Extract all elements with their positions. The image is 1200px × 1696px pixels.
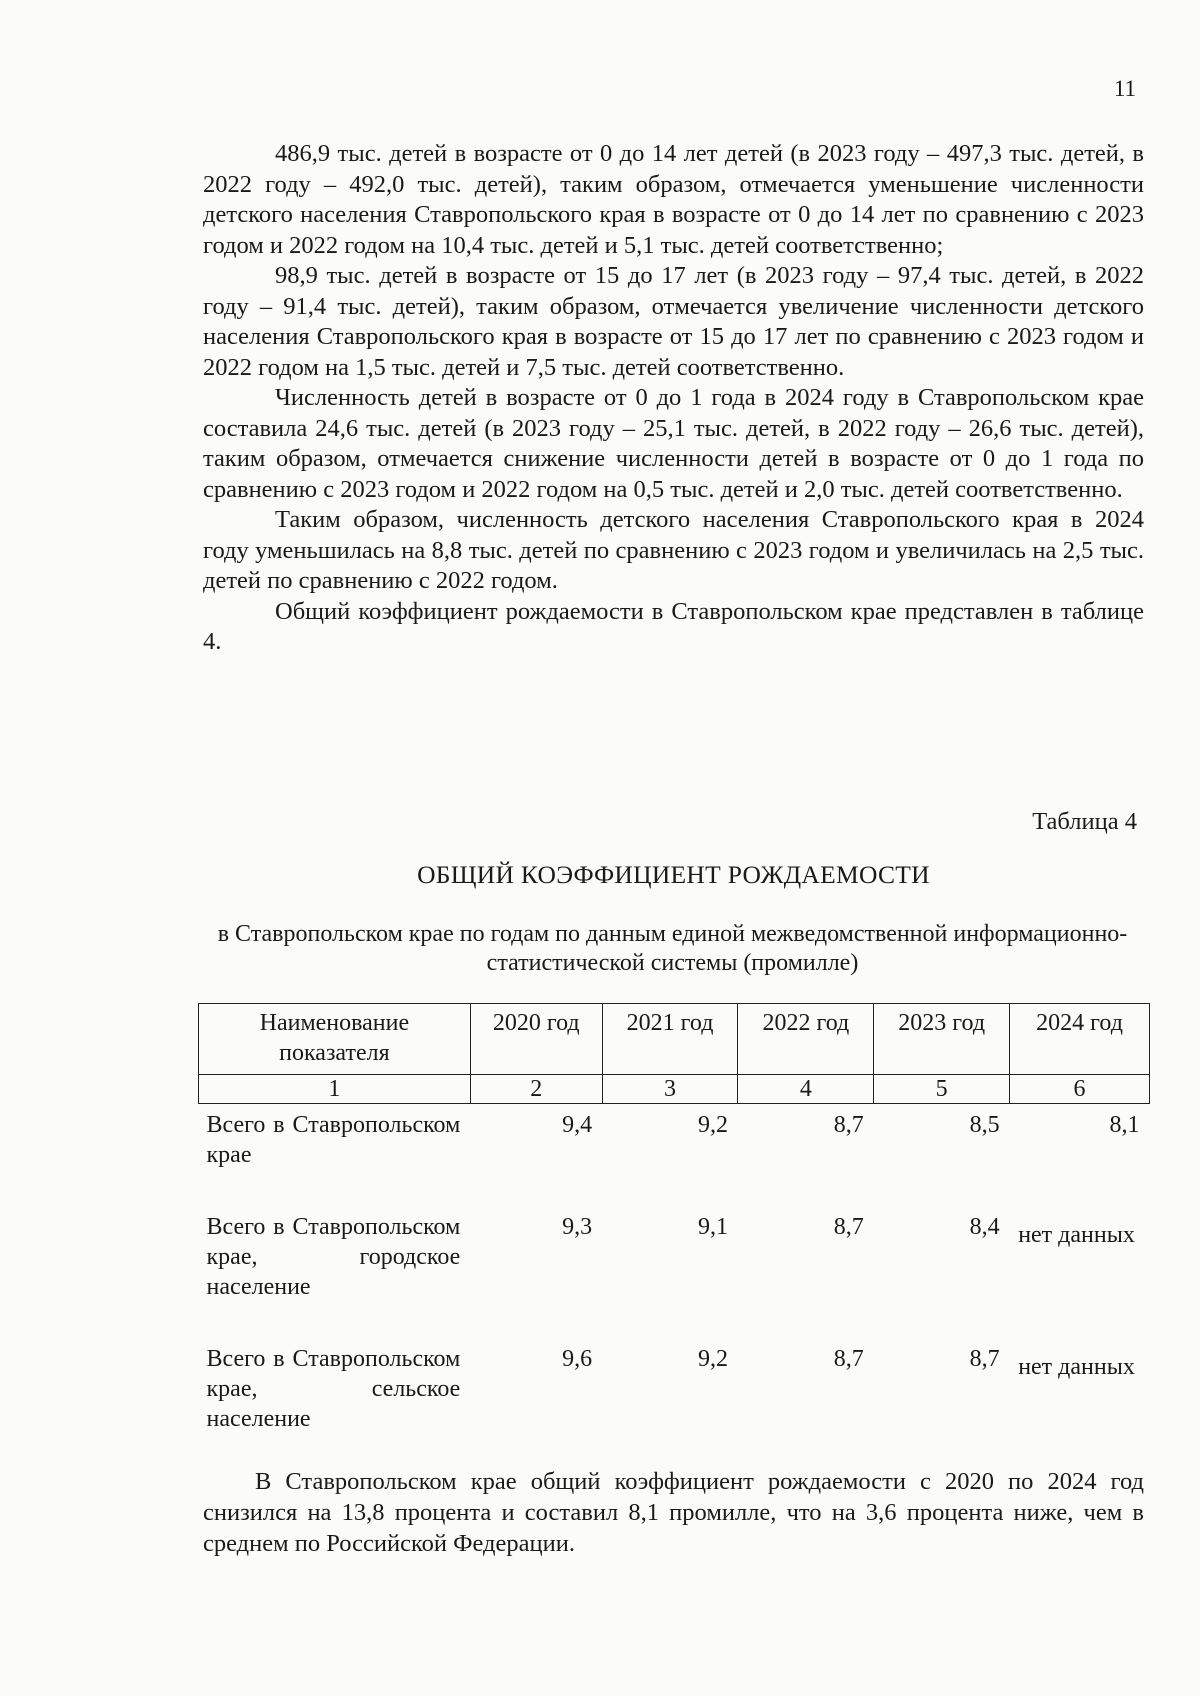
body-text <box>203 139 1144 658</box>
header-year-2021: 2021 год <box>602 1004 738 1075</box>
header-year-2022: 2022 год <box>738 1004 874 1075</box>
table-header-row <box>199 1004 1150 1075</box>
cell-value: 9,2 <box>697 1112 728 1138</box>
birth-rate-table <box>198 1003 1150 1470</box>
column-number: 1 <box>199 1075 471 1104</box>
paragraph-birth-rate-conclusion: В Ставропольском крае общий коэффициент рождаемости с 2020 по 2024 год снизился на 13,8 процента и составил 8,1 промилле, что на 3,6 процента ниже, чем в среднем по Российской Федерации. <box>203 1468 1144 1557</box>
column-number: 5 <box>874 1075 1010 1104</box>
cell-value: 9,6 <box>562 1346 593 1372</box>
table-label: Таблица 4 <box>1032 808 1137 835</box>
cell-value: 8,5 <box>969 1112 1000 1138</box>
row-indicator: Всего в Ставропольском крае, сельское население <box>206 1346 461 1432</box>
paragraph-children-15-17: 98,9 тыс. детей в возрасте от 15 до 17 лет (в 2023 году – 97,4 тыс. детей, в 2022 году – 91,4 тыс. детей), таким образом, отмечается увеличение численности детского населения Ставропольского края в возрасте от 15 до 17 лет по сравнению с 2023 годом и 2022 годом на 1,5 тыс. детей и 7,5 тыс. детей соответственно. <box>203 262 1144 381</box>
cell-value: нет данных <box>1018 1354 1135 1380</box>
row-indicator: Всего в Ставропольском крае, городское население <box>206 1214 461 1300</box>
paragraph-children-0-14: 486,9 тыс. детей в возрасте от 0 до 14 лет детей (в 2023 году – 497,3 тыс. детей, в 2022 году – 492,0 тыс. детей), таким образом, отмечается уменьшение численности детского населения Ставропольского края в возрасте от 0 до 14 лет по сравнению с 2023 годом и 2022 годом на 10,4 тыс. детей и 5,1 тыс. детей соответственно; <box>203 140 1144 259</box>
column-number: 4 <box>738 1075 874 1104</box>
column-number: 2 <box>470 1075 602 1104</box>
paragraph-population-summary: Таким образом, численность детского населения Ставропольского края в 2024 году уменьшилась на 8,8 тыс. детей по сравнению с 2023 годом и увеличилась на 2,5 тыс. детей по сравнению с 2022 годом. <box>203 506 1144 594</box>
table-subtitle: в Ставропольском крае по годам по данным единой межведомственной информационно-статистической системы (промилле) <box>217 921 1128 976</box>
cell-value: 8,1 <box>1109 1112 1140 1138</box>
header-year-2024: 2024 год <box>1010 1004 1150 1075</box>
paragraph-table-reference: Общий коэффициент рождаемости в Ставропольском крае представлен в таблице 4. <box>203 597 1144 655</box>
table-title: ОБЩИЙ КОЭФФИЦИЕНТ РОЖДАЕМОСТИ <box>417 860 930 889</box>
table-row <box>199 1338 1150 1470</box>
cell-value: 9,4 <box>562 1112 593 1138</box>
page-number: 11 <box>1113 76 1136 101</box>
cell-value: 9,1 <box>697 1214 728 1240</box>
cell-value: 9,2 <box>697 1346 728 1372</box>
cell-value: 8,7 <box>833 1346 864 1372</box>
table-row <box>199 1206 1150 1338</box>
cell-value: 8,7 <box>969 1346 1000 1372</box>
paragraph-infants: Численность детей в возрасте от 0 до 1 года в 2024 году в Ставропольском крае составила 24,6 тыс. детей (в 2023 году – 25,1 тыс. детей, в 2022 году – 26,6 тыс. детей), таким образом, отмечается снижение численности детей в возрасте от 0 до 1 года по сравнению с 2023 годом и 2022 годом на 0,5 тыс. детей и 2,0 тыс. детей соответственно. <box>203 384 1144 503</box>
closing-text <box>203 1466 1144 1559</box>
column-number-row <box>199 1075 1150 1104</box>
cell-value: нет данных <box>1018 1222 1135 1248</box>
cell-value: 9,3 <box>562 1214 593 1240</box>
header-indicator: Наименование показателя <box>199 1004 471 1075</box>
table-row <box>199 1104 1150 1207</box>
column-number: 6 <box>1010 1075 1150 1104</box>
cell-value: 8,7 <box>833 1112 864 1138</box>
row-indicator: Всего в Ставропольском крае <box>206 1112 461 1168</box>
cell-value: 8,7 <box>833 1214 864 1240</box>
header-year-2023: 2023 год <box>874 1004 1010 1075</box>
header-year-2020: 2020 год <box>470 1004 602 1075</box>
cell-value: 8,4 <box>969 1214 1000 1240</box>
column-number: 3 <box>602 1075 738 1104</box>
